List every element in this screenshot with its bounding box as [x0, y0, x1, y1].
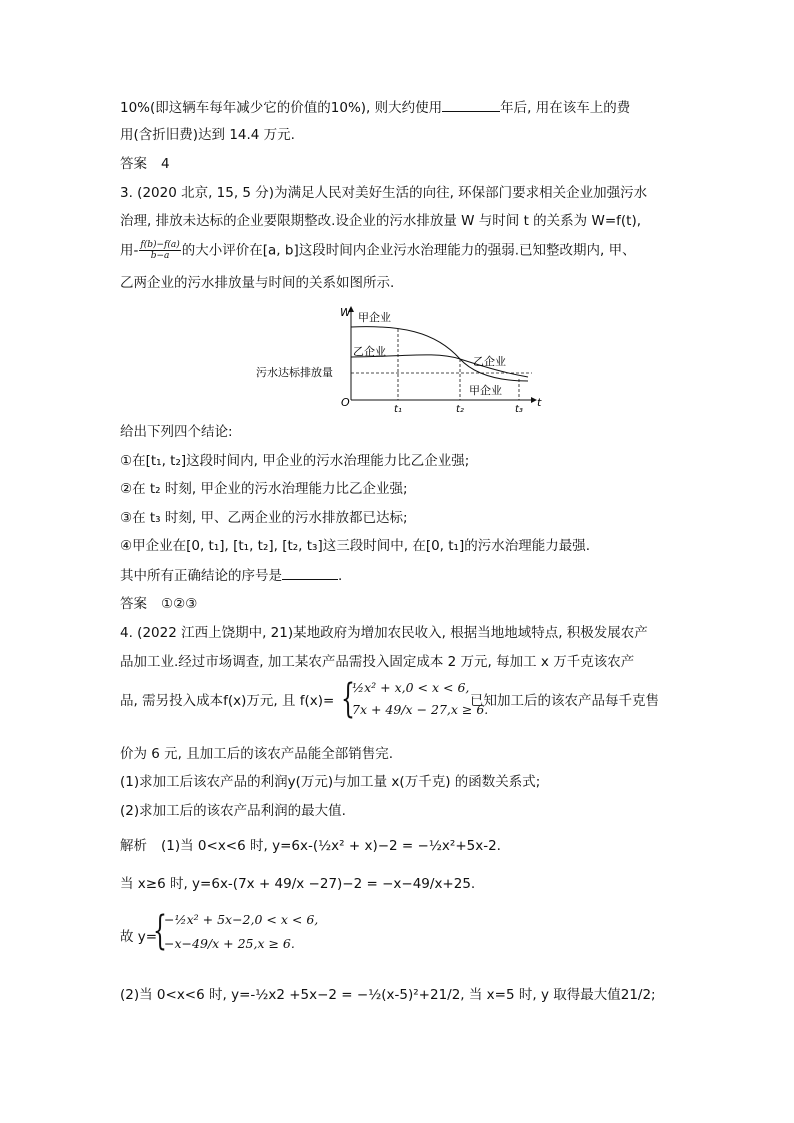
threshold-label: 污水达标排放量	[256, 366, 333, 379]
q4-line-3b: 已知加工后的该农产品每千克售	[470, 693, 659, 709]
q3-ask	[120, 565, 342, 586]
fraction-numerator: f(b)−f(a)	[140, 240, 180, 250]
piecewise-brace: {	[341, 676, 355, 722]
intro-text-a: 10%(即这辆车每年减少它的价值的10%), 则大约使用	[120, 100, 443, 116]
label-yi-start: 乙企业	[353, 345, 386, 358]
answer-label: 答案	[120, 156, 147, 172]
intro-text-b: 年后, 用在该车上的费	[500, 100, 631, 116]
label-yi-end: 乙企业	[473, 355, 506, 368]
conclusion-4: ④甲企业在[0, t₁], [t₁, t₂], [t₂, t₃]这三段时间中, 在[0, t₁]的污水治理能力最强.	[120, 538, 591, 554]
q3-line-1: 3. (2020 北京, 15, 5 分)为满足人民对美好生活的向往, 环保部门要求相关企业加强污水	[120, 185, 648, 201]
solution-step-3-prefix: 故 y=	[120, 929, 158, 945]
conclusion-2: ②在 t₂ 时刻, 甲企业的污水治理能力比乙企业强;	[120, 481, 408, 497]
intro-line-1	[120, 97, 630, 118]
answer-2	[120, 594, 197, 614]
answer-blank-2	[282, 565, 338, 580]
q4-sub-1: (1)求加工后该农产品的利润y(万元)与加工量 x(万千克) 的函数关系式;	[120, 774, 541, 790]
fx-case-1: ½x² + x,0 < x < 6,	[352, 680, 470, 695]
q3-prompt: 给出下列四个结论:	[120, 424, 233, 440]
tick-t2: t₂	[456, 404, 464, 415]
solution-step-1: (1)当 0<x<6 时, y=6x-(½x² + x)−2 = −½x²+5x-2.	[161, 838, 501, 854]
tick-t1: t₁	[394, 404, 402, 415]
tick-t3: t₃	[515, 404, 523, 415]
fx-case-2: 7x + 49/x − 27,x ≥ 6.	[352, 702, 489, 717]
solution-case-2: −x−49/x + 25,x ≥ 6.	[164, 936, 295, 951]
answer-value: 4	[161, 156, 170, 172]
answer-blank-1	[442, 97, 500, 112]
answer-label: 答案	[120, 596, 147, 612]
answer-1	[120, 154, 170, 174]
q4-line-2: 品加工业.经过市场调查, 加工某农产品需投入固定成本 2 万元, 每加工 x 万千克该农产	[120, 654, 635, 670]
q4-sub-2: (2)求加工后的该农产品利润的最大值.	[120, 803, 346, 819]
conclusion-3: ③在 t₃ 时刻, 甲、乙两企业的污水排放都已达标;	[120, 510, 408, 526]
answer-value: ①②③	[161, 596, 198, 612]
q4-line-1: 4. (2022 江西上饶期中, 21)某地政府为增加农民收入, 根据当地地域特点, 积极发展农产	[120, 625, 648, 641]
solution-brace: {	[153, 908, 167, 954]
solution-line-1	[120, 836, 501, 856]
q4-line-4: 价为 6 元, 且加工后的该农产品能全部销售完.	[120, 746, 394, 762]
q3-line-3	[120, 240, 636, 261]
rate-fraction	[139, 240, 180, 261]
q3-line3-b: 的大小评价在[a, b]这段时间内企业污水治理能力的强弱.已知整改期内, 甲、	[181, 242, 636, 259]
x-axis-label: t	[537, 396, 542, 409]
conclusion-1: ①在[t₁, t₂]这段时间内, 甲企业的污水治理能力比乙企业强;	[120, 453, 470, 469]
q3-line-4: 乙两企业的污水排放量与时间的关系如图所示.	[120, 275, 395, 291]
solution-step-4: (2)当 0<x<6 时, y=-½x2 +5x−2 = −½(x-5)²+21/2, 当 x=5 时, y 取得最大值21/2;	[120, 987, 656, 1003]
y-axis-label: W	[340, 306, 351, 319]
origin-label: O	[341, 396, 350, 409]
label-jia-end: 甲企业	[469, 384, 502, 397]
fraction-denominator: b−a	[150, 251, 170, 261]
q3-line-2: 治理, 排放未达标的企业要限期整改.设企业的污水排放量 W 与时间 t 的关系为 W=f(t),	[120, 213, 642, 229]
label-jia-start: 甲企业	[358, 311, 391, 324]
q3-line3-a: 用-	[120, 242, 139, 259]
intro-line-2: 用(含折旧费)达到 14.4 万元.	[120, 127, 295, 143]
solution-label: 解析	[120, 838, 147, 854]
q3-ask-text: 其中所有正确结论的序号是	[120, 568, 282, 584]
q3-ask-end: .	[338, 568, 343, 584]
pollution-chart	[250, 303, 580, 415]
solution-step-2: 当 x≥6 时, y=6x-(7x + 49/x −27)−2 = −x−49/x+25.	[120, 876, 476, 892]
q4-line-3a: 品, 需另投入成本f(x)万元, 且 f(x)=	[120, 693, 335, 709]
solution-case-1: −½x² + 5x−2,0 < x < 6,	[164, 912, 319, 927]
